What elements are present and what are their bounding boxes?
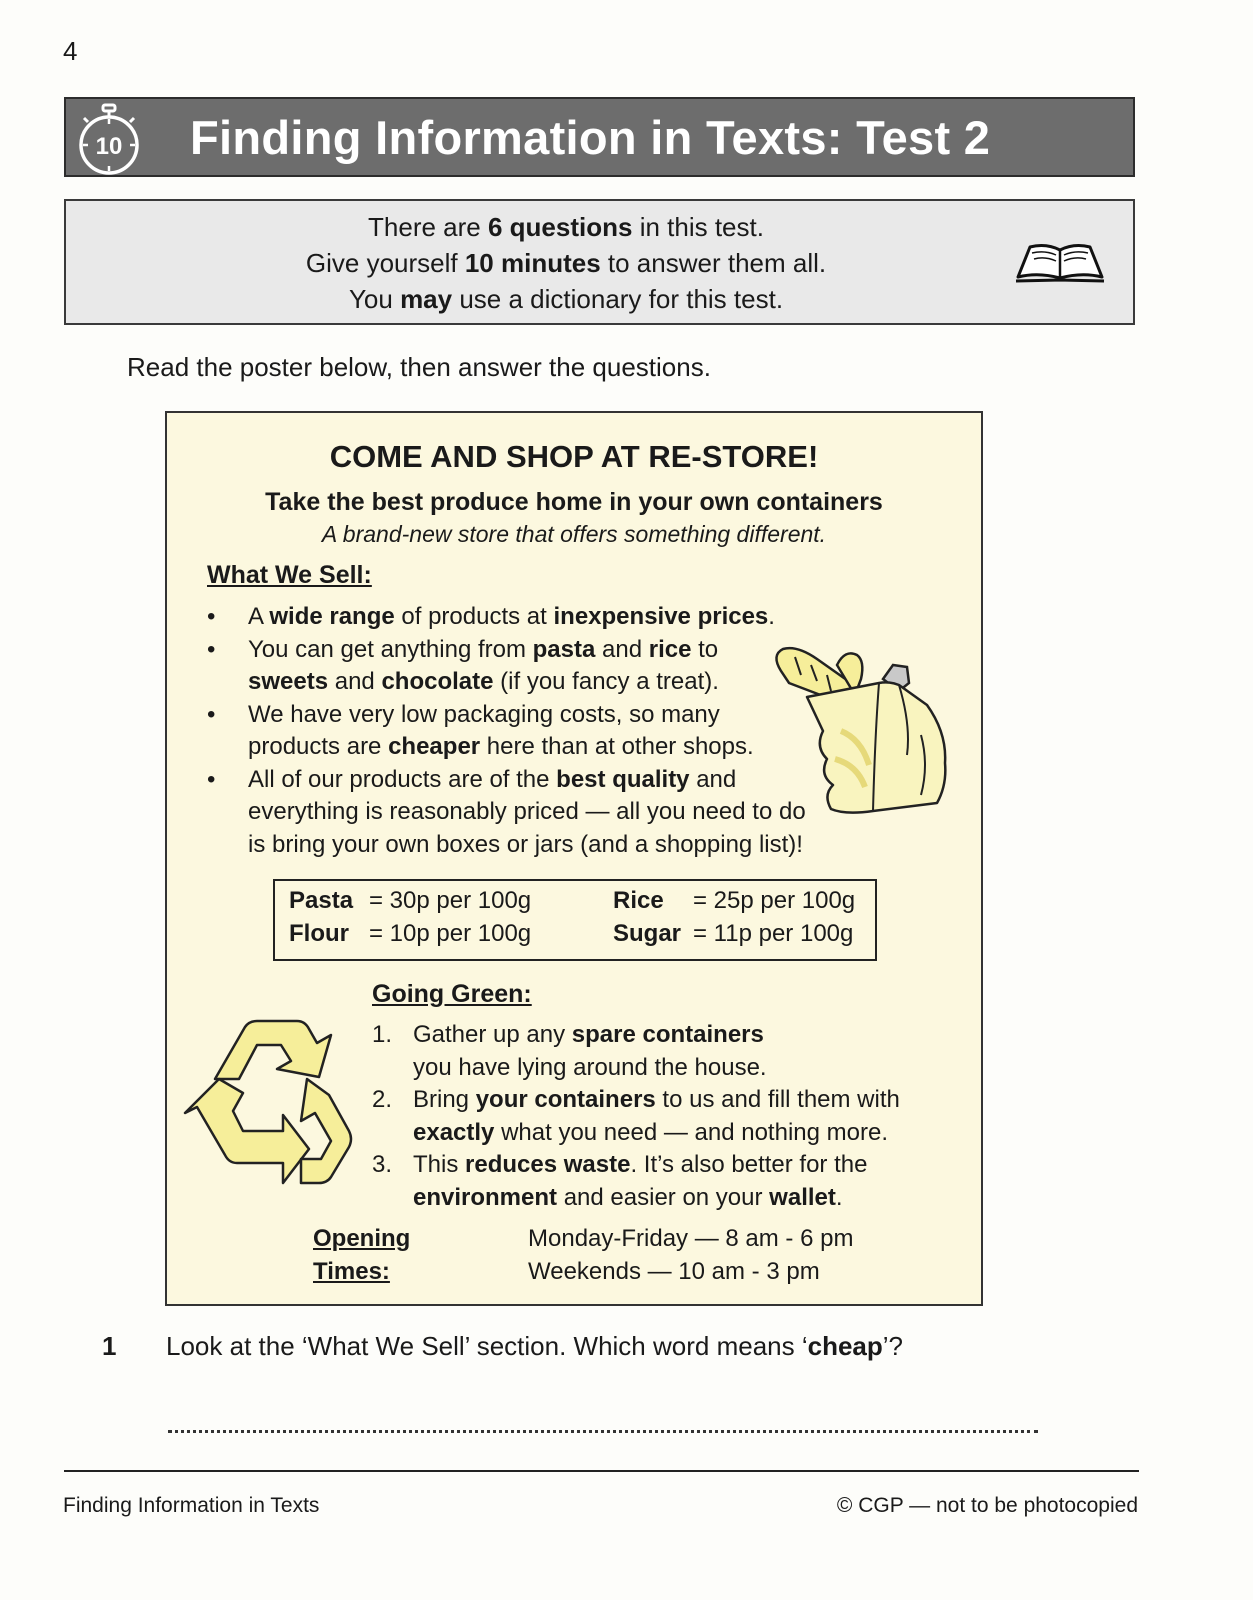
recycle-icon bbox=[179, 1013, 355, 1191]
price-list-box: Pasta = 30p per 100g Rice = 25p per 100g Flour = 10p per 100g Sugar = 11p per 100g bbox=[273, 879, 877, 961]
going-green-heading: Going Green: bbox=[372, 980, 532, 1008]
timer-minutes: 10 bbox=[95, 133, 123, 160]
page-title: Finding Information in Texts: Test 2 bbox=[190, 111, 991, 164]
question-text: Look at the ‘What We Sell’ section. Which word means ‘cheap’? bbox=[166, 1331, 904, 1361]
going-green-list bbox=[372, 1019, 900, 1214]
footer-copyright: © CGP — not to be photocopied bbox=[836, 1494, 1138, 1517]
list-item: • You can get anything from pasta and rice to sweets and chocolate (if you fancy a treat). bbox=[207, 635, 719, 695]
question-number: 1 bbox=[102, 1331, 117, 1361]
poster-title: COME AND SHOP AT RE-STORE! bbox=[329, 439, 819, 474]
opening-weekends: Weekends — 10 am - 3 pm bbox=[528, 1257, 820, 1285]
poster-tagline: A brand-new store that offers something different. bbox=[321, 521, 827, 547]
info-line-questions: There are 6 questions in this test. bbox=[368, 212, 764, 242]
list-item: 1. Gather up any spare containers you have lying around the house. bbox=[372, 1021, 767, 1081]
title-bar bbox=[64, 97, 1135, 177]
shopping-bag-icon bbox=[761, 635, 961, 825]
stopwatch-icon bbox=[76, 103, 142, 175]
page-number: 4 bbox=[63, 36, 78, 66]
re-store-poster bbox=[165, 411, 983, 1306]
list-item: 2. Bring your containers to us and fill them with exactly what you need — and nothing more. bbox=[372, 1086, 900, 1146]
list-item: • We have very low packaging costs, so many products are cheaper here than at other shops. bbox=[207, 700, 754, 760]
what-we-sell-list bbox=[205, 601, 806, 861]
info-line-time: Give yourself 10 minutes to answer them all. bbox=[305, 248, 827, 278]
what-we-sell-heading: What We Sell: bbox=[207, 561, 372, 589]
list-item: 3. This reduces waste. It’s also better for the environment and easier on your wallet. bbox=[372, 1151, 868, 1211]
info-line-dictionary: You may use a dictionary for this test. bbox=[348, 284, 784, 314]
instruction-text: Read the poster below, then answer the questions. bbox=[127, 352, 711, 382]
footer-section-title: Finding Information in Texts bbox=[63, 1494, 320, 1517]
open-book-icon bbox=[1014, 241, 1106, 283]
answer-line[interactable] bbox=[168, 1430, 1038, 1433]
list-item: • All of our products are of the best quality and everything is reasonably priced — all you need to do is bring your own boxes or jars (and a shopping list)! bbox=[207, 765, 806, 858]
opening-weekdays: Monday-Friday — 8 am - 6 pm bbox=[528, 1225, 854, 1252]
list-item: • A wide range of products at inexpensive prices. bbox=[207, 603, 775, 630]
test-info-box bbox=[64, 199, 1135, 325]
poster-subtitle: Take the best produce home in your own containers bbox=[265, 488, 883, 516]
footer-divider bbox=[64, 1470, 1139, 1472]
opening-times-label: Opening Times: bbox=[313, 1225, 411, 1285]
